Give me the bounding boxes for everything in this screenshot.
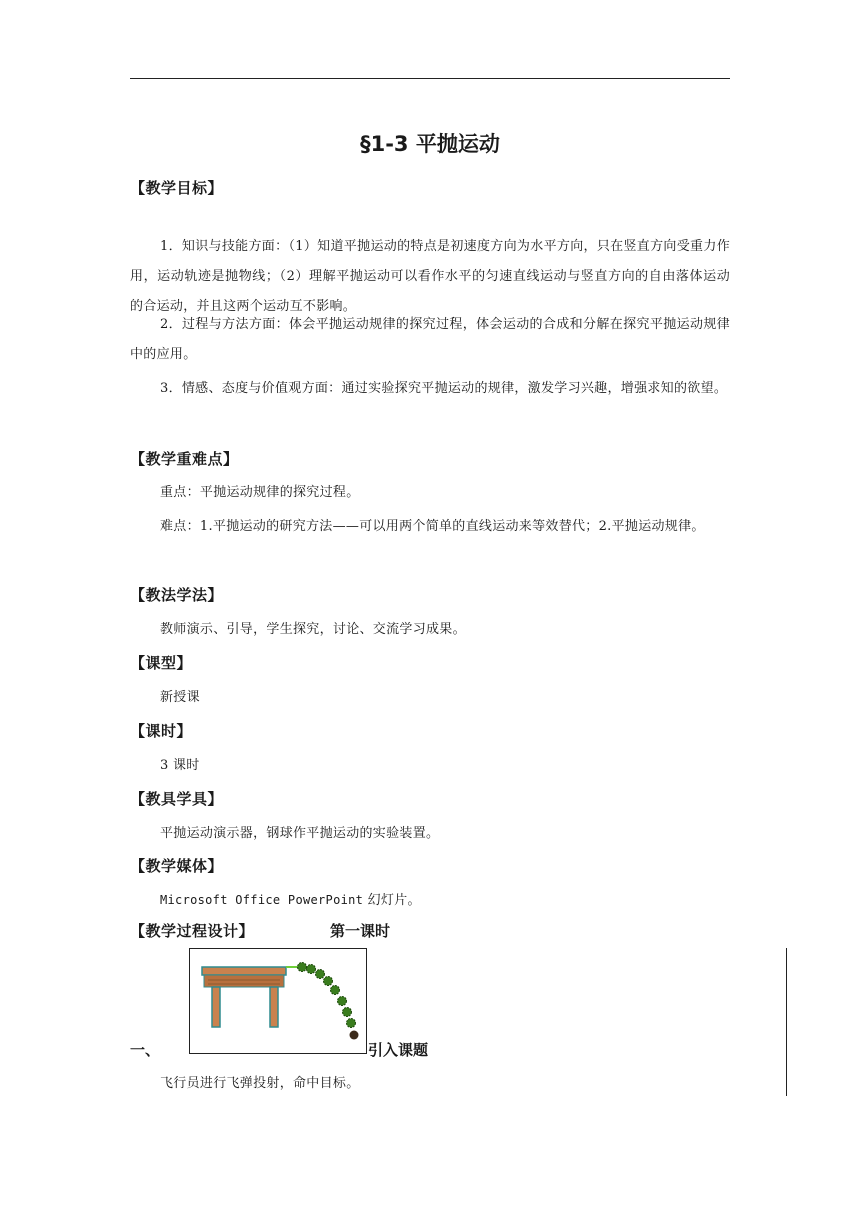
heading-media: 【教学媒体】 — [130, 857, 224, 875]
heading-process: 【教学过程设计】 — [130, 922, 255, 940]
heading-methods: 【教法学法】 — [130, 586, 224, 604]
heading-hours: 【课时】 — [130, 722, 193, 740]
header-rule — [130, 78, 730, 79]
intro-body-text: 飞行员进行飞弹投射，命中目标。 — [160, 1076, 360, 1091]
methods-text: 教师演示、引导，学生探究，讨论、交流学习成果。 — [160, 622, 466, 637]
key-focus-text: 重点：平抛运动规律的探究过程。 — [160, 485, 360, 500]
section-title: 引入课题 — [368, 1041, 429, 1059]
goal-paragraph-1: 1．知识与技能方面：（1）知道平抛运动的特点是初速度方向为水平方向，只在竖直方向受重力作用，运动轨迹是抛物线；（2）理解平抛运动可以看作水平的匀速直线运动与竖直方向的自由落体运动的合运动，并且这两个运动互不影响。 — [130, 239, 730, 314]
goal-paragraph-3: 3．情感、态度与价值观方面：通过实验探究平抛运动的规律，激发学习兴趣，增强求知的欲望。 — [160, 381, 728, 396]
section-number: 一、 — [130, 1041, 161, 1059]
heading-equipment: 【教具学具】 — [130, 790, 224, 808]
key-difficulty-text: 难点：1.平抛运动的研究方法——可以用两个简单的直线运动来等效替代；2.平抛运动规律。 — [160, 519, 705, 534]
hours-text: 3 课时 — [160, 758, 200, 773]
goal-paragraph-2: 2．过程与方法方面：体会平抛运动规律的探究过程，体会运动的合成和分解在探究平抛运动规律中的应用。 — [130, 317, 730, 362]
heading-lesson-type: 【课型】 — [130, 654, 193, 672]
media-text — [160, 889, 421, 908]
session-label: 第一课时 — [330, 922, 391, 940]
page-title: §1-3 平抛运动 — [360, 132, 500, 156]
heading-key-points: 【教学重难点】 — [130, 450, 239, 468]
margin-line — [786, 948, 787, 1096]
projectile-figure — [189, 948, 367, 1054]
heading-teaching-goals: 【教学目标】 — [130, 179, 224, 197]
media-software-name: Microsoft Office PowerPoint — [160, 893, 364, 907]
equipment-text: 平抛运动演示器，钢球作平抛运动的实验装置。 — [160, 826, 440, 841]
table-projectile-icon — [190, 949, 366, 1053]
media-suffix: 幻灯片。 — [367, 893, 421, 908]
lesson-type-text: 新授课 — [160, 690, 200, 705]
